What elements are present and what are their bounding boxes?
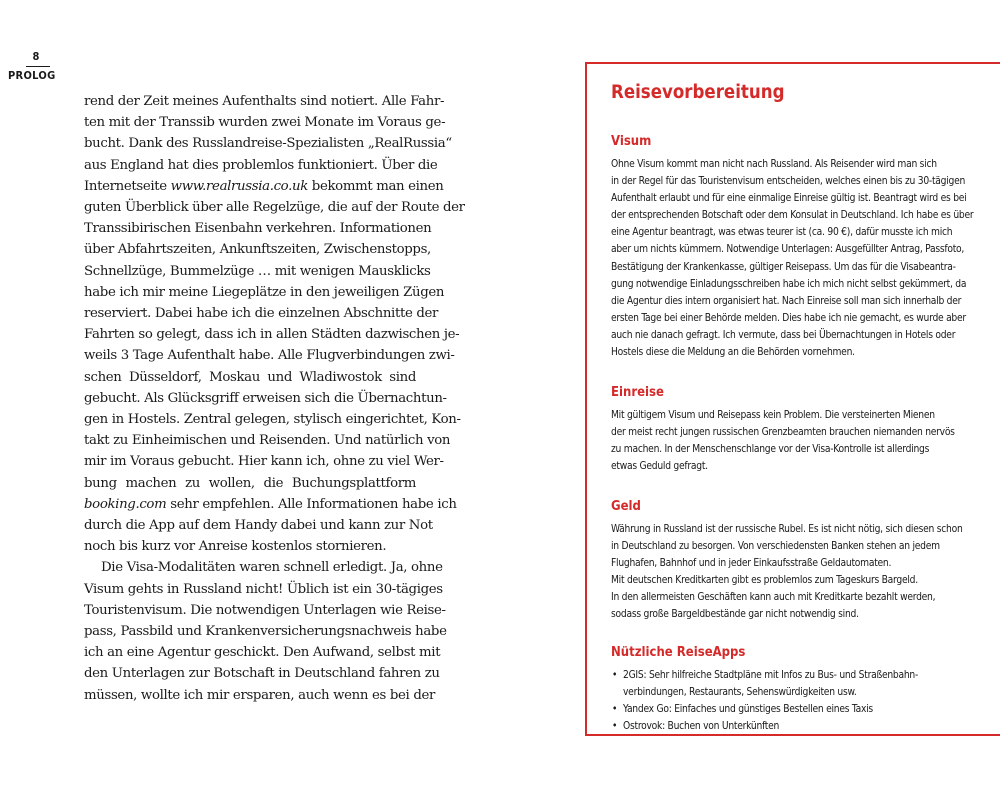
section-text-einreise — [611, 407, 956, 475]
section-text-line: in Deutschland zu besorgen. Von verschiedensten Banken stehen an jedem — [611, 540, 940, 552]
app-list-item — [611, 718, 956, 735]
section-text-line: der meist recht jungen russischen Grenzbeamten brauchen niemanden nervös — [611, 427, 955, 439]
body-text-line: den Unterlagen zur Botschaft in Deutschland fahren zu — [84, 666, 440, 682]
app-list-item-line: verbindungen, Restaurants, Sehenswürdigkeiten usw. — [623, 687, 857, 699]
section-text-line: ersten Tage bei einer Behörde melden. Dies habe ich nie gemacht, es wurde aber — [611, 312, 966, 324]
section-visum — [611, 134, 974, 361]
section-text-line: Währung in Russland ist der russische Rubel. Es ist nicht nötig, sich diesen schon — [611, 523, 963, 535]
body-text-line: habe ich mir meine Liegeplätze in den jeweiligen Zügen — [84, 284, 445, 300]
section-text-line: auch nie danach gefragt. Ich vermute, dass bei Übernachtungen in Hotels oder — [611, 329, 956, 341]
body-text-line: aus England hat dies problemlos funktioniert. Über die — [84, 157, 438, 173]
body-text-emphasis: booking.com — [84, 496, 167, 512]
app-list-item — [611, 667, 956, 701]
running-head-section: PROLOG — [8, 69, 56, 82]
body-text-line: bung machen zu wollen, die Buchungsplattform — [84, 475, 416, 491]
section-text-line: Bestätigung der Krankenkasse, gültiger Reisepass. Um das für die Visabeantra- — [611, 261, 956, 273]
info-box-sections — [611, 134, 974, 735]
body-text-line: schen Düsseldorf, Moskau und Wladiwostok sind — [84, 369, 416, 385]
body-text-line: takt zu Einheimischen und Reisenden. Und natürlich von — [84, 433, 451, 449]
bullet-icon: • — [612, 670, 618, 682]
body-text-line: Fahrten so gelegt, dass ich in allen Städten dazwischen je- — [84, 327, 460, 343]
section-geld — [611, 498, 963, 624]
body-text-line: ten mit der Transsib wurden zwei Monate im Voraus ge- — [84, 115, 446, 131]
body-text-line: guten Überblick über alle Regelzüge, die auf der Route der — [84, 200, 465, 216]
body-text-line: mir im Voraus gebucht. Hier kann ich, ohne zu viel Wer- — [84, 454, 444, 470]
body-text-line: über Abfahrtszeiten, Ankunftszeiten, Zwischenstopps, — [84, 242, 431, 258]
body-text-line: gebucht. Als Glücksgriff erweisen sich die Übernachtun- — [84, 390, 447, 406]
body-text-line: pass, Passbild und Krankenversicherungsnachweis habe — [84, 624, 447, 640]
section-text-line: sodass große Bargeldbestände gar nicht notwendig sind. — [611, 608, 859, 620]
app-list-item-line: Yandex Go: Einfaches und günstiges Bestellen eines Taxis — [623, 704, 873, 716]
body-text-line: ich an eine Agentur geschickt. Den Aufwand, selbst mit — [84, 645, 441, 661]
body-text-line: reserviert. Dabei habe ich die einzelnen Abschnitte der — [84, 306, 439, 322]
section-text-line: gung notwendige Einladungsschreiben habe ich mich nicht selbst gekümmert, da — [611, 278, 967, 290]
section-text-line: aber um nichts kümmern. Notwendige Unterlagen: Ausgefüllter Antrag, Passfoto, — [611, 244, 965, 256]
section-text-line: etwas Geduld gefragt. — [611, 461, 708, 473]
body-text-emphasis: www.realrussia.co.uk — [170, 178, 308, 194]
page-number: 8 — [32, 50, 40, 63]
section-heading-visum: Visum — [611, 134, 652, 149]
app-list-item — [611, 701, 956, 718]
section-heading-apps: Nützliche ReiseApps — [611, 645, 746, 661]
body-text-line: bucht. Dank des Russlandreise-Spezialisten „RealRussia“ — [84, 136, 452, 152]
body-text-line: durch die App auf dem Handy dabei und kann zur Not — [84, 518, 433, 534]
body-text-line: Transsibirischen Eisenbahn verkehren. Informationen — [84, 221, 432, 237]
body-text-line: Touristenvisum. Die notwendigen Unterlagen wie Reise- — [84, 602, 446, 618]
body-text-line: gen in Hostels. Zentral gelegen, stylisch eingerichtet, Kon- — [84, 412, 461, 428]
body-text-line: booking.com sehr empfehlen. Alle Informationen habe ich — [84, 496, 457, 512]
body-text-column — [84, 91, 465, 706]
section-text-line: Aufenthalt erlaubt und für eine einmalige Einreise gültig ist. Beantragt wird es bei — [611, 193, 967, 205]
body-text-line: Internetseite www.realrussia.co.uk bekommt man einen — [84, 178, 444, 194]
body-text-line: Schnellzüge, Bummelzüge … mit wenigen Mausklicks — [84, 263, 431, 279]
info-box — [585, 62, 1000, 736]
body-text-line: noch bis kurz vor Anreise kostenlos stornieren. — [84, 539, 387, 555]
section-apps — [611, 645, 956, 735]
section-text-line: die Agentur dies intern organisiert hat. Nach Einreise soll man sich innerhalb der — [611, 295, 962, 307]
section-text-line: In den allermeisten Geschäften kann auch mit Kreditkarte bezahlt werden, — [611, 591, 936, 603]
section-einreise — [611, 385, 956, 475]
body-text-line: Die Visa-Modalitäten waren schnell erledigt. Ja, ohne — [101, 560, 443, 576]
page-number-rule — [26, 66, 50, 67]
section-text-line: Mit deutschen Kreditkarten gibt es problemlos zum Tageskurs Bargeld. — [611, 574, 918, 586]
section-text-geld — [611, 521, 963, 624]
body-text-line: weils 3 Tage Aufenthalt habe. Alle Flugverbindungen zwi- — [84, 348, 455, 364]
section-text-line: Flughafen, Bahnhof und in jeder Einkaufsstraße Geldautomaten. — [611, 557, 892, 569]
app-list-item-line: Ostrovok: Buchen von Unterkünften — [623, 721, 780, 733]
body-text-line: müssen, wollte ich mir ersparen, auch wenn es bei der — [84, 687, 436, 703]
section-text-line: Hostels diese die Meldung an die Behörden vornehmen. — [611, 347, 855, 359]
section-text-line: Mit gültigem Visum und Reisepass kein Problem. Die versteinerten Mienen — [611, 410, 935, 422]
section-heading-einreise: Einreise — [611, 385, 664, 401]
bullet-icon: • — [612, 721, 618, 733]
bullet-icon: • — [612, 704, 618, 716]
app-list-item-line: 2GIS: Sehr hilfreiche Stadtpläne mit Infos zu Bus- und Straßenbahn- — [623, 670, 919, 682]
info-box-title: Reisevorbereitung — [611, 82, 785, 103]
section-text-line: in der Regel für das Touristenvisum entscheiden, welches einen bis zu 30-tägigen — [611, 176, 966, 188]
section-text-visum — [611, 156, 974, 361]
section-heading-geld: Geld — [611, 498, 641, 514]
section-text-line: der entsprechenden Botschaft oder dem Konsulat in Deutschland. Ich habe es über — [611, 210, 974, 222]
section-text-line: zu machen. In der Menschenschlange vor der Visa-Kontrolle ist allerdings — [611, 444, 930, 456]
section-text-line: Ohne Visum kommt man nicht nach Russland. Als Reisender wird man sich — [611, 159, 937, 170]
section-text-line: eine Agentur beantragt, was etwas teurer ist (ca. 90 €), dafür musste ich mich — [611, 227, 953, 239]
body-text-line: Visum gehts in Russland nicht! Üblich ist ein 30-tägiges — [84, 581, 443, 597]
body-text-line: rend der Zeit meines Aufenthalts sind notiert. Alle Fahr- — [84, 94, 445, 109]
app-list — [611, 667, 956, 735]
